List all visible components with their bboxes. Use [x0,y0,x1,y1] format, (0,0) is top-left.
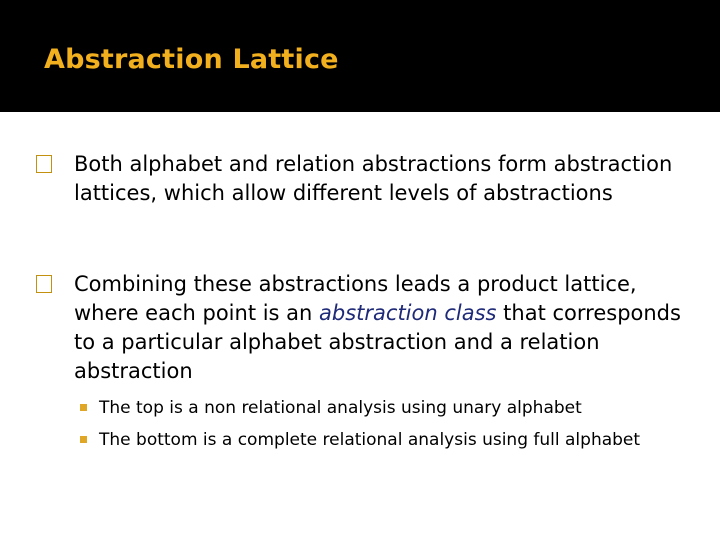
square-bullet-icon [80,436,87,443]
bullet-item [36,270,686,386]
square-bullet-icon [80,404,87,411]
bullet-item [36,150,686,208]
bullet-text-before: Combining these abstractions leads a product lattice, where each point is an [74,272,637,325]
sub-bullet-item [80,396,680,421]
emphasized-term: abstraction class [319,301,497,325]
bullet-box-icon [36,155,52,173]
bullet-text-after: that corresponds to a particular alphabet abstraction and a relation abstraction [74,301,681,383]
bullet-text [36,270,686,386]
bullet-text: Both alphabet and relation abstractions form abstraction lattices, which allow different levels of abstractions [74,152,673,205]
bullet-box-icon [36,275,52,293]
slide-title: Abstraction Lattice [44,44,339,75]
sub-bullet-text: The top is a non relational analysis using unary alphabet [99,398,582,418]
sub-bullet-item [80,428,680,453]
title-bar [0,0,720,112]
sub-bullet-text: The bottom is a complete relational analysis using full alphabet [99,430,641,450]
